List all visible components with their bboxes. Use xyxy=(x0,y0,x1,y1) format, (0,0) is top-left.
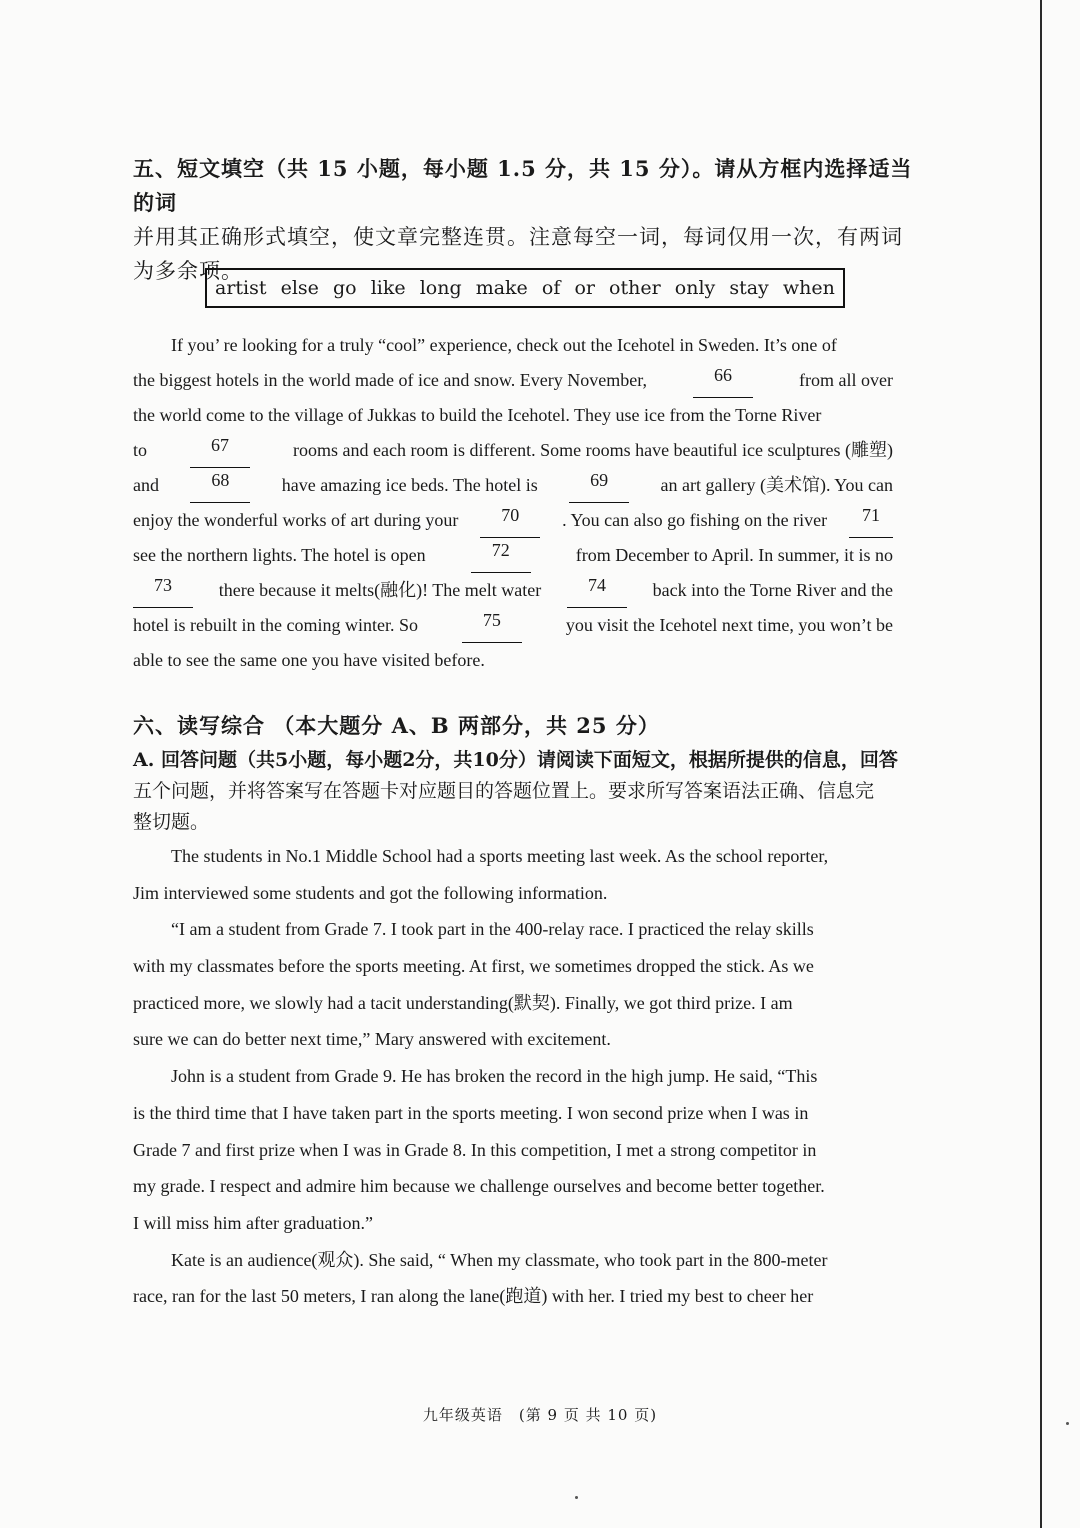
word-bank-item: when xyxy=(782,277,835,299)
blank-68[interactable]: 68 xyxy=(190,468,250,503)
blank-71[interactable]: 71 xyxy=(849,503,893,538)
blank-66[interactable]: 66 xyxy=(693,363,753,398)
word-bank-item: stay xyxy=(729,277,769,299)
passage-line: sure we can do better next time,” Mary answered with excitement. xyxy=(133,1029,611,1050)
word-bank-item: go xyxy=(333,277,357,299)
word-bank-item: only xyxy=(674,277,716,299)
part-a-line3: 整切题。 xyxy=(133,811,210,833)
passage-line: see the northern lights. The hotel is open 72 from December to April. In summer, it is no xyxy=(133,538,893,573)
passage-line: 73 there because it melts(融化)! The melt water 74 back into the Torne River and the xyxy=(133,573,893,608)
blank-72[interactable]: 72 xyxy=(471,538,531,573)
section5-heading-line1: 五、短文填空（共 15 小题，每小题 1.5 分，共 15 分）。请从方框内选择适当的词 xyxy=(133,156,913,215)
passage-line: practiced more, we slowly had a tacit understanding(默契). Finally, we got third prize. I am xyxy=(133,992,793,1013)
scan-edge-line xyxy=(1040,0,1042,1528)
word-bank-item: else xyxy=(280,277,319,299)
passage-line: Jim interviewed some students and got the following information. xyxy=(133,882,608,903)
word-bank-item: artist xyxy=(215,277,267,299)
word-bank-item: other xyxy=(609,277,661,299)
passage-line: Kate is an audience(观众). She said, “ When my classmate, who took part in the 800-meter xyxy=(171,1249,828,1270)
section5-heading-line2: 并用其正确形式填空，使文章完整连贯。注意每空一词，每词仅用一次，有两词 xyxy=(133,225,903,249)
word-bank-item: of xyxy=(541,277,561,299)
part-a-line1: A. 回答问题（共5小题，每小题2分，共10分）请阅读下面短文，根据所提供的信息，回答 xyxy=(133,749,898,771)
blank-74[interactable]: 74 xyxy=(567,573,627,608)
word-bank-box xyxy=(205,268,845,308)
passage-line: with my classmates before the sports meeting. At first, we sometimes dropped the stick. As we xyxy=(133,956,814,977)
passage-line: my grade. I respect and admire him because we challenge ourselves and become better together. xyxy=(133,1176,825,1197)
passage-line: able to see the same one you have visited before. xyxy=(133,650,485,670)
passage-line: Grade 7 and first prize when I was in Grade 8. In this competition, I met a strong competitor in xyxy=(133,1139,817,1160)
word-bank-item: long xyxy=(419,277,462,299)
blank-75[interactable]: 75 xyxy=(462,608,522,643)
passage-line: is the third time that I have taken part in the sports meeting. I won second prize when I was in xyxy=(133,1102,809,1123)
page-footer: 九年级英语 (第 9 页 共 10 页) xyxy=(422,1406,658,1424)
blank-67[interactable]: 67 xyxy=(190,433,250,468)
word-bank-item: or xyxy=(574,277,595,299)
section6-heading: 六、读写综合 （本大题分 A、B 两部分，共 25 分） xyxy=(133,713,660,738)
passage-line: I will miss him after graduation.” xyxy=(133,1212,373,1233)
passage-line: The students in No.1 Middle School had a sports meeting last week. As the school reporter, xyxy=(171,846,829,866)
passage-line: enjoy the wonderful works of art during your 70 . You can also go fishing on the river 71 xyxy=(133,503,893,538)
passage-line: hotel is rebuilt in the coming winter. So 75 you visit the Icehotel next time, you won’t be xyxy=(133,608,893,643)
passage-line: the world come to the village of Jukkas to build the Icehotel. They use ice from the Torne River xyxy=(133,405,822,425)
passage-line: If you’ re looking for a truly “cool” experience, check out the Icehotel in Sweden. It’s one of xyxy=(171,335,837,355)
cloze-passage xyxy=(133,328,893,678)
passage-line: race, ran for the last 50 meters, I ran along the lane(跑道) with her. I tried my best to cheer her xyxy=(133,1286,814,1307)
passage-line: the biggest hotels in the world made of ice and snow. Every November, 66 from all over xyxy=(133,363,893,398)
part-a-instructions xyxy=(133,745,898,838)
part-a-line2: 五个问题，并将答案写在答题卡对应题目的答题位置上。要求所写答案语法正确、信息完 xyxy=(133,780,875,802)
reading-passage xyxy=(133,838,893,1315)
word-bank-item: make xyxy=(475,277,528,299)
passage-line: John is a student from Grade 9. He has broken the record in the high jump. He said, “This xyxy=(171,1066,818,1087)
blank-70[interactable]: 70 xyxy=(480,503,540,538)
section5-heading-line3: 为多余项。 xyxy=(133,259,243,283)
word-bank-item: like xyxy=(370,277,406,299)
passage-line: to 67 rooms and each room is different. Some rooms have beautiful ice sculptures (雕塑) xyxy=(133,433,893,468)
passage-line: and 68 have amazing ice beds. The hotel is 69 an art gallery (美术馆). You can xyxy=(133,468,893,503)
scan-speck xyxy=(575,1496,578,1499)
scan-speck xyxy=(1066,1422,1069,1425)
blank-69[interactable]: 69 xyxy=(569,468,629,503)
blank-73[interactable]: 73 xyxy=(133,573,193,608)
passage-line: “I am a student from Grade 7. I took part in the 400-relay race. I practiced the relay skills xyxy=(171,919,814,940)
